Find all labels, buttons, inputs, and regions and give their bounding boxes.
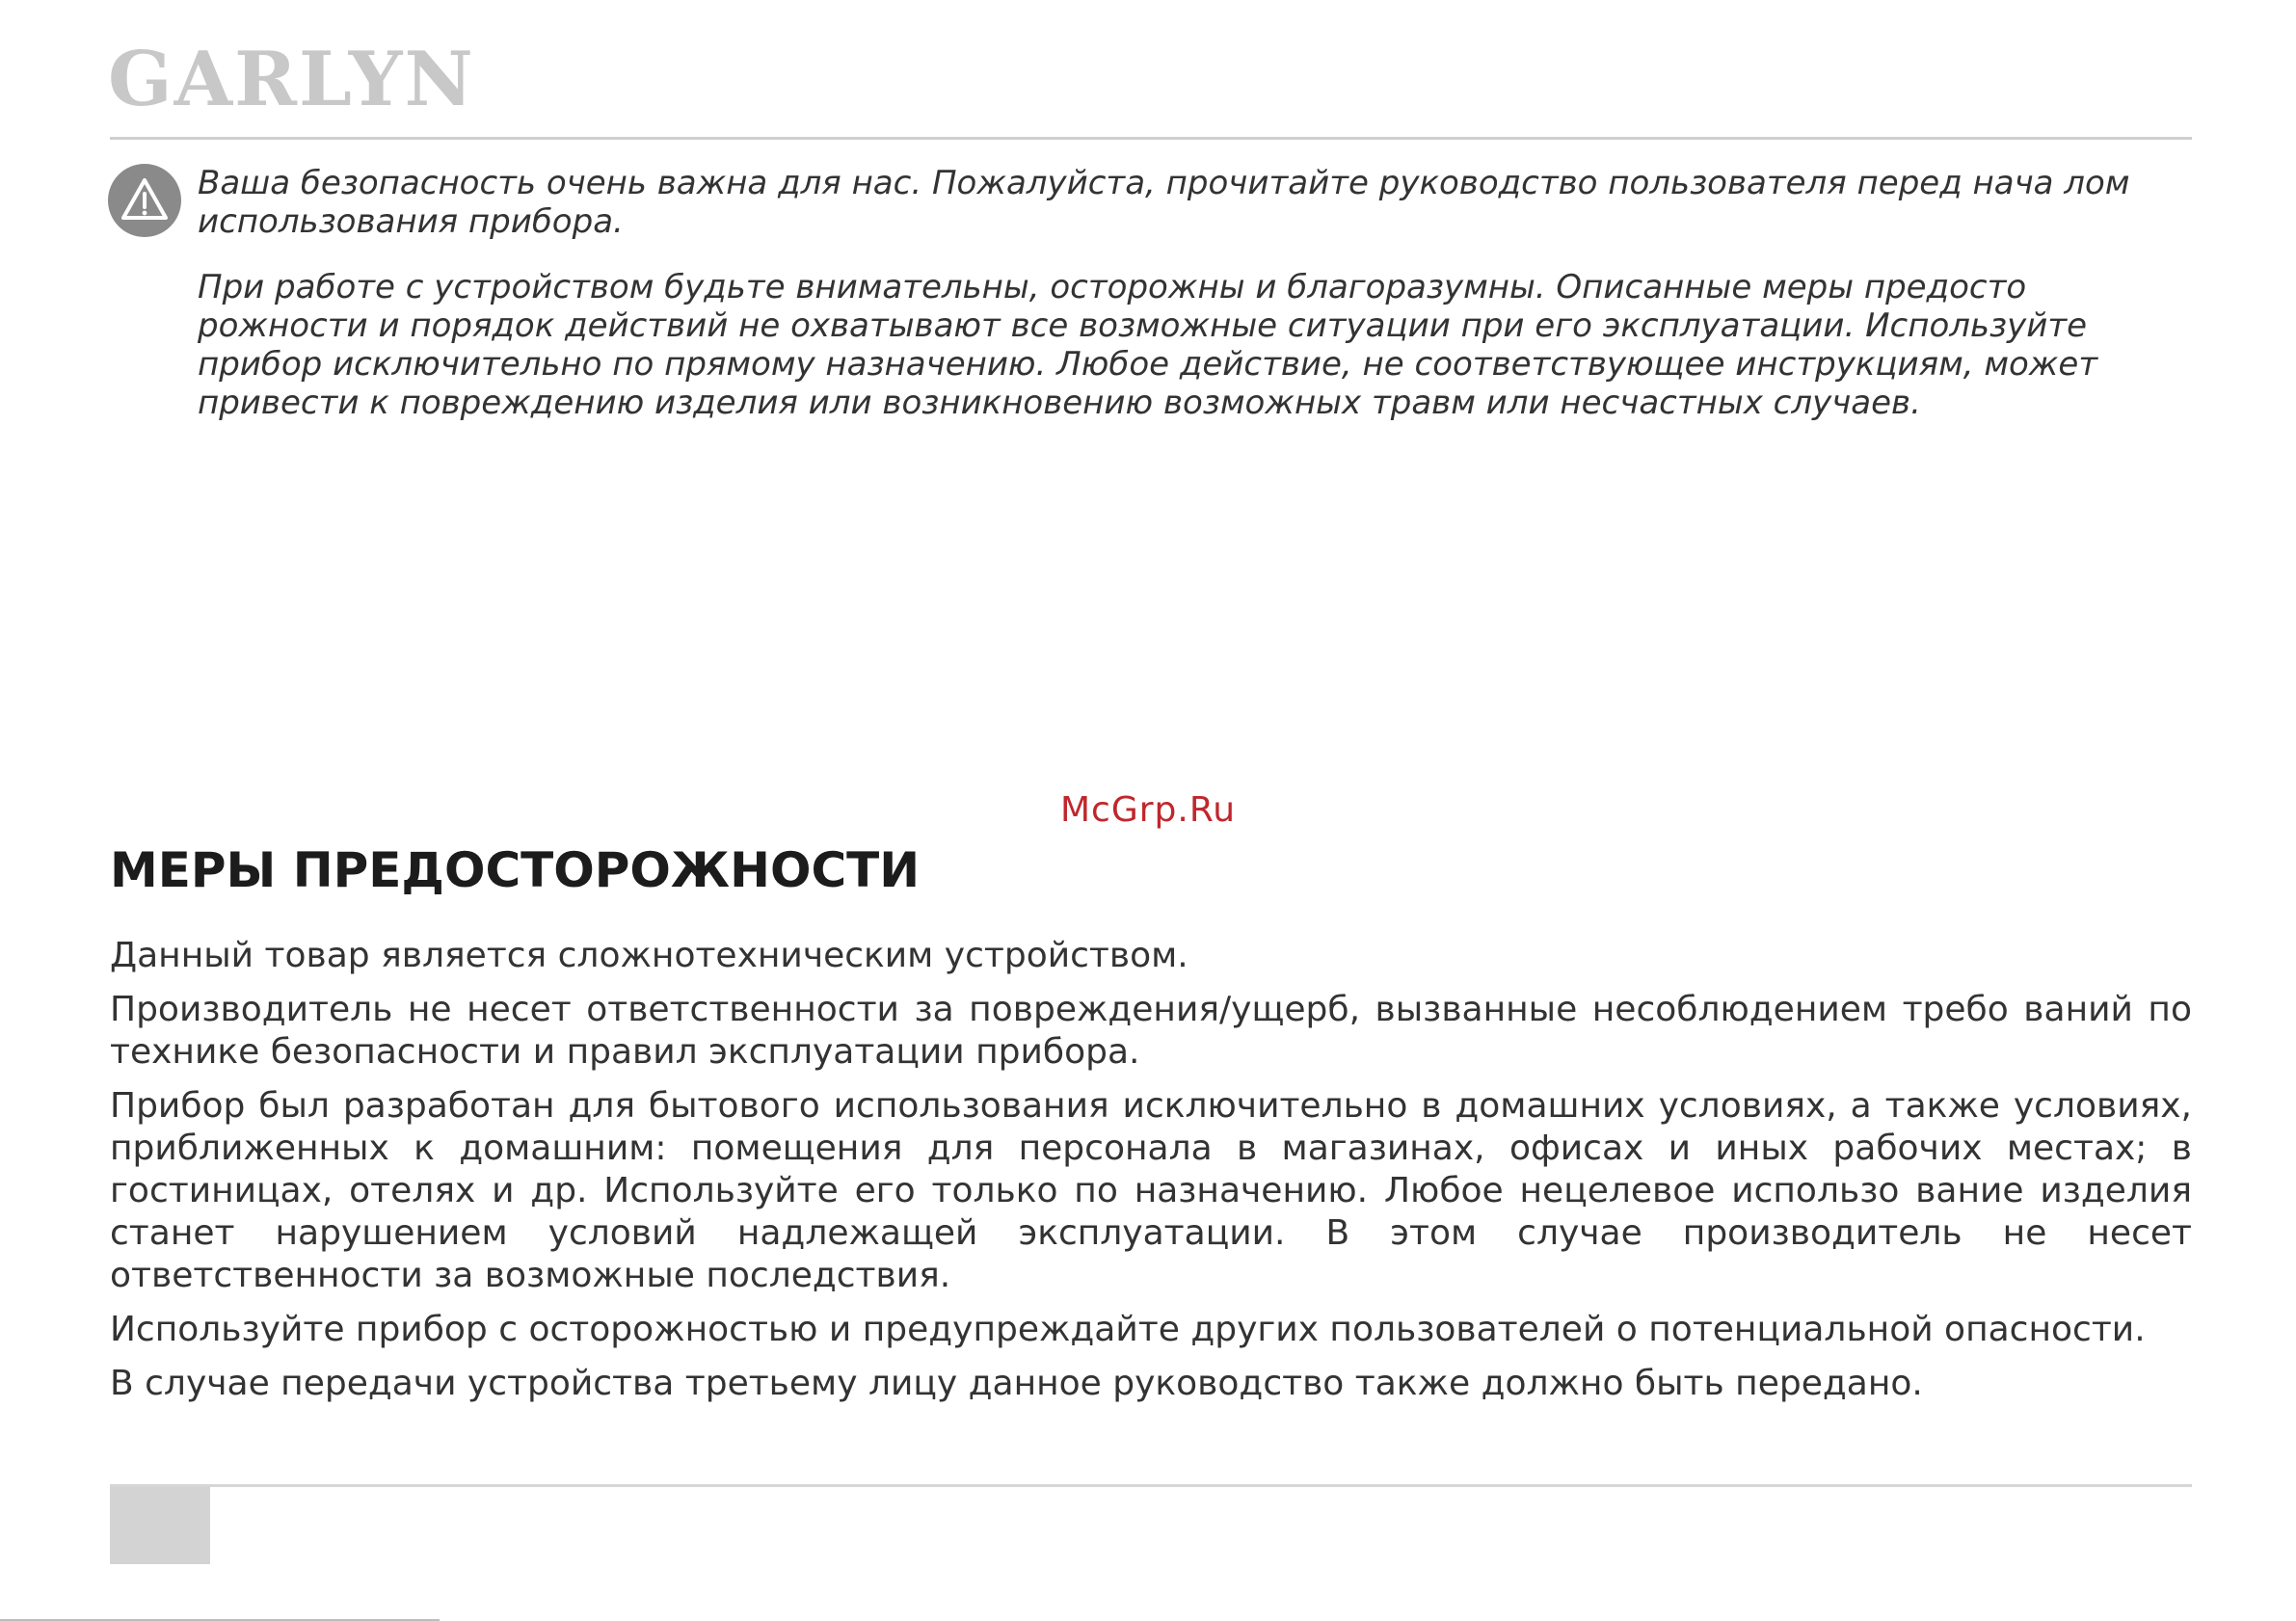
precaution-paragraph: Данный товар является сложнотехническим устройством. — [110, 936, 1188, 975]
brand-logo: GARLYN — [108, 36, 475, 123]
precaution-paragraph: В случае передачи устройства третьему лицу данное руководство также должно быть передано. — [110, 1364, 1923, 1403]
section-title: МЕРЫ ПРЕДОСТОРОЖНОСТИ — [110, 842, 921, 898]
safety-intro — [198, 164, 2193, 449]
header-divider — [110, 137, 2192, 140]
precaution-paragraph: Используйте прибор с осторожностью и предупреждайте других пользователей о потенциальной опасности. — [110, 1310, 2146, 1349]
warning-triangle-icon — [108, 164, 181, 237]
precaution-paragraph: Прибор был разработан для бытового использования исключительно в домашних условиях, а также условиях, приближенных к домашним: помещения для персонала в магазинах, офисах и иных рабочих местах; в гостиницах, отелях и др. Используйте его только по назначению. Любое нецелевое использо вание изделия станет нарушением условий надлежащей эксплуатации. В этом случае производитель не несет ответственности за возможные последствия. — [110, 1086, 2192, 1295]
intro-paragraph: При работе с устройством будьте внимательны, осторожны и благоразумны. Описанные меры предосто рожности и порядок действий не охватывают все возможные ситуации при его эксплуатации. Используйте прибор исключительно по прямому назначению. Любое действие, не соответствующее инструкциям, может привести к повреждению изделия или возникновению возможных травм или несчастных случаев. — [198, 268, 2098, 422]
intro-paragraph: Ваша безопасность очень важна для нас. Пожалуйста, прочитайте руководство пользователя перед нача лом использования прибора. — [198, 164, 2130, 241]
footer-divider — [110, 1484, 2192, 1487]
precautions-body — [110, 935, 2192, 1417]
watermark-link[interactable]: McGrp.Ru — [1060, 790, 1237, 830]
page-number-box — [110, 1487, 210, 1564]
precaution-paragraph: Производитель не несет ответственности за повреждения/ущерб, вызванные несоблюдением требо ваний по технике безопасности и правил эксплуатации прибора. — [110, 990, 2192, 1072]
